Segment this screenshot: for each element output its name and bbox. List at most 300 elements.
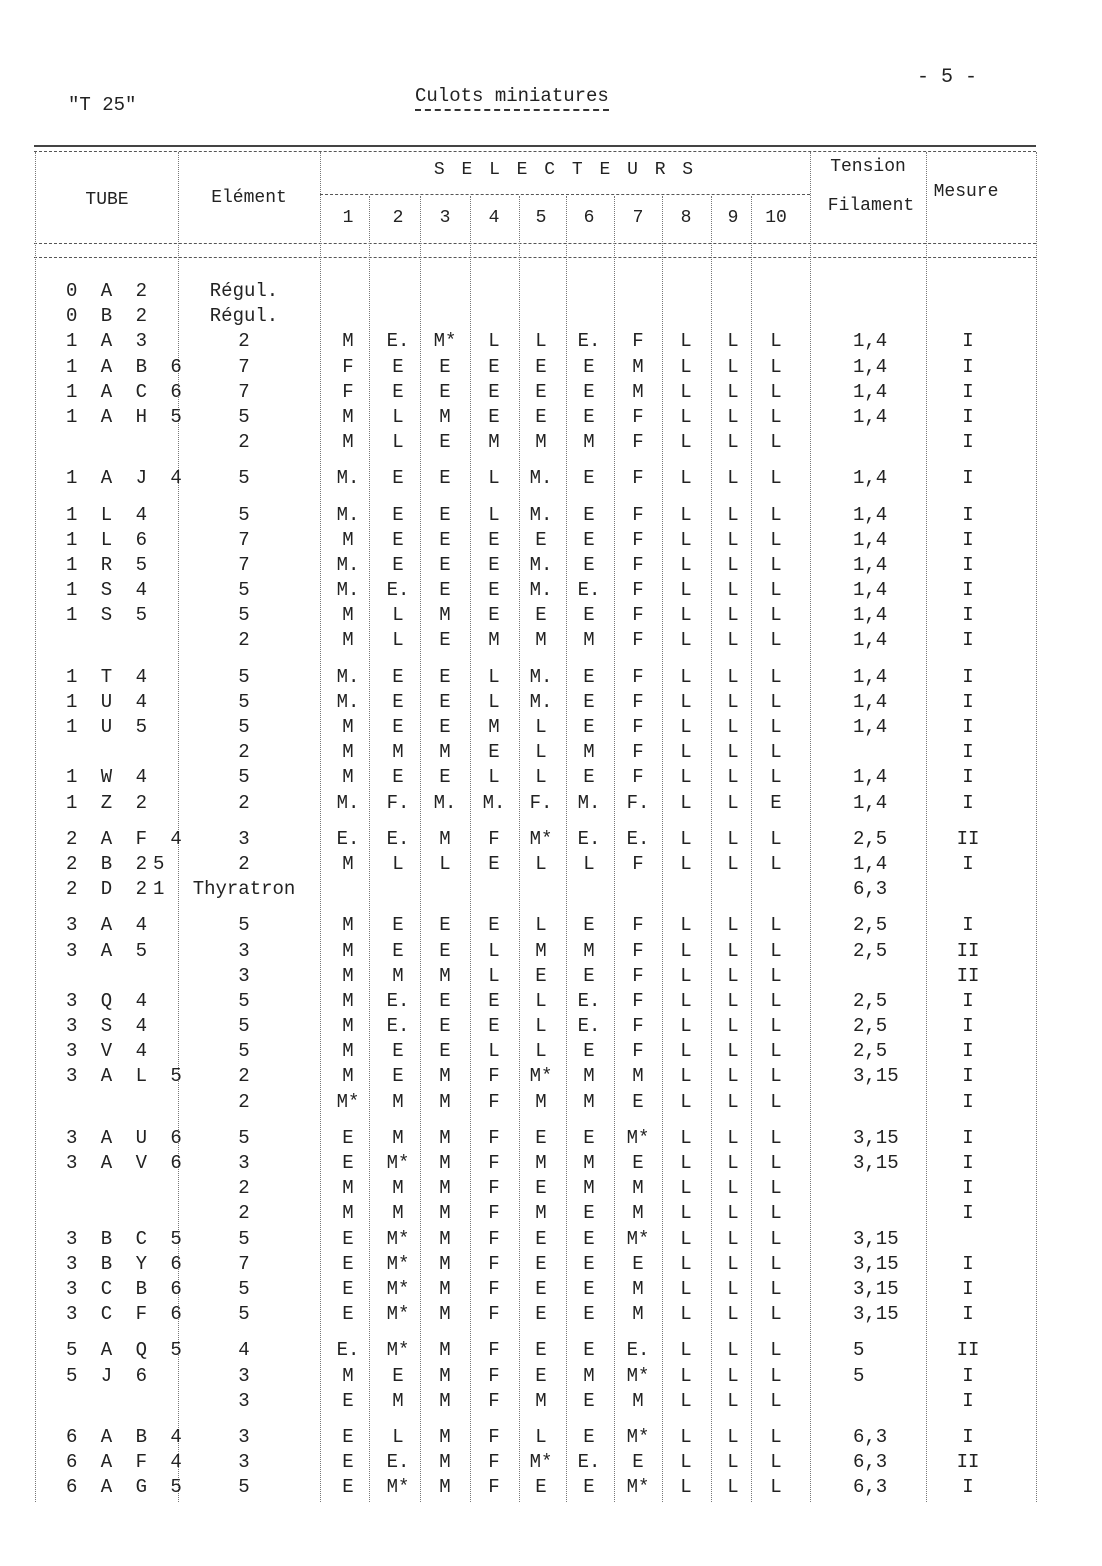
selector-9-cell: L [727, 914, 739, 937]
selector-6-cell: E [583, 355, 595, 378]
selector-1-cell: M [342, 431, 354, 454]
tube-cell: 1 A C 6 [66, 380, 188, 403]
element-cell: 5 [238, 914, 250, 937]
selector-8-cell: L [680, 1425, 692, 1448]
tube-cell: 5 J 6 [66, 1364, 154, 1387]
selector-9-cell: L [727, 380, 739, 403]
selector-7-cell: E. [626, 827, 650, 850]
selector-3-cell: M [439, 1177, 451, 1200]
tube-cell: 2 B 25 [66, 852, 171, 875]
selector-9-cell: L [727, 1090, 739, 1113]
tube-cell: 3 A 5 [66, 939, 154, 962]
tension-cell: 6,3 [853, 1425, 888, 1448]
selector-9-cell: L [727, 741, 739, 764]
selector-3-cell: E [439, 766, 451, 789]
table-row [0, 691, 1102, 716]
selector-9-cell: L [727, 766, 739, 789]
selector-10-cell: L [770, 1090, 782, 1113]
tension-cell: 1,4 [853, 766, 888, 789]
selector-10-cell: L [770, 528, 782, 551]
selector-10-cell: L [770, 467, 782, 490]
selector-8-cell: L [680, 791, 692, 814]
selector-8-cell: L [680, 827, 692, 850]
selector-5-cell: E [535, 1252, 547, 1275]
selector-6-cell: M [583, 431, 595, 454]
selector-10-cell: L [770, 690, 782, 713]
selector-9-cell: L [727, 665, 739, 688]
tension-cell: 1,4 [853, 716, 888, 738]
selector-2-cell: M [392, 964, 404, 987]
selector-8-cell: L [680, 1015, 692, 1038]
selector-4-cell: L [488, 503, 500, 526]
selector-7-cell: F [632, 629, 644, 652]
selector-7-cell: E [632, 1451, 644, 1474]
selector-8-cell: L [680, 503, 692, 526]
element-cell: 5 [238, 1227, 250, 1250]
selector-6-cell: E. [577, 579, 601, 602]
selector-9-cell: L [727, 629, 739, 652]
selector-8-cell: L [680, 1040, 692, 1063]
selector-3-cell: M [439, 1425, 451, 1448]
selector-2-cell: L [392, 431, 404, 454]
selector-3-cell: M [439, 1364, 451, 1387]
selector-5-cell: M. [529, 467, 553, 490]
selector-5-cell: M. [529, 579, 553, 602]
selector-8-cell: L [680, 1277, 692, 1300]
mesure-cell: I [962, 989, 974, 1012]
selector-9-cell: L [727, 1040, 739, 1063]
selector-10-cell: L [770, 1476, 782, 1499]
tube-cell: 1 L 4 [66, 503, 154, 526]
selector-5-cell: E [535, 1339, 547, 1362]
element-cell: 5 [238, 1476, 250, 1499]
selector-9-cell: L [727, 1277, 739, 1300]
selector-7-cell: M [632, 1303, 644, 1326]
table-row [0, 853, 1102, 878]
mesure-cell: I [962, 1090, 974, 1113]
element-cell: 2 [238, 1177, 250, 1200]
selector-10-cell: L [770, 914, 782, 937]
selector-9-cell: L [727, 1015, 739, 1038]
table-row [0, 1202, 1102, 1227]
selector-8-cell: L [680, 939, 692, 962]
selector-8-cell: L [680, 380, 692, 403]
tension-cell: 3,15 [853, 1303, 899, 1326]
mesure-cell: I [962, 1476, 974, 1499]
element-cell: 5 [238, 989, 250, 1012]
selector-7-cell: F [632, 405, 644, 428]
selector-10-cell: L [770, 1177, 782, 1200]
selector-3-cell: M [439, 1227, 451, 1250]
selector-4-cell: L [488, 467, 500, 490]
selector-1-cell: E [342, 1252, 354, 1275]
mesure-cell: I [962, 741, 974, 764]
tension-cell: 1,4 [853, 852, 888, 875]
selector-8-cell: L [680, 690, 692, 713]
selector-2-cell: M* [386, 1277, 410, 1300]
selector-number-5: 5 [535, 208, 547, 228]
selector-10-cell: L [770, 1303, 782, 1326]
tension-cell: 3,15 [853, 1277, 899, 1300]
selector-6-cell: E [583, 604, 595, 627]
selector-3-cell: M [439, 1451, 451, 1474]
element-cell: 7 [238, 380, 250, 403]
selector-2-cell: E [392, 1065, 404, 1088]
mesure-cell: I [962, 553, 974, 576]
selector-7-cell: F [632, 939, 644, 962]
table-row [0, 940, 1102, 965]
selector-6-cell: M. [577, 791, 601, 814]
selector-1-cell: E [342, 1451, 354, 1474]
selector-4-cell: L [488, 330, 500, 353]
selector-1-cell: M [342, 766, 354, 789]
selector-7-cell: M [632, 1202, 644, 1225]
selector-2-cell: E. [386, 1451, 410, 1474]
selector-7-cell: F [632, 604, 644, 627]
selector-9-cell: L [727, 1451, 739, 1474]
selector-10-cell: L [770, 553, 782, 576]
selector-9-cell: L [727, 330, 739, 353]
tension-cell: 1,4 [853, 791, 888, 814]
selector-2-cell: L [392, 852, 404, 875]
tube-cell: 3 A V 6 [66, 1152, 188, 1174]
selector-1-cell: M [342, 964, 354, 987]
table-row [0, 766, 1102, 791]
selector-10-cell: L [770, 1065, 782, 1088]
selector-7-cell: F [632, 1015, 644, 1038]
selector-1-cell: M [342, 716, 354, 738]
selector-5-cell: M. [529, 553, 553, 576]
selector-1-cell: M. [336, 503, 360, 526]
selector-9-cell: L [727, 1177, 739, 1200]
table-row [0, 1065, 1102, 1090]
selector-6-cell: E [583, 690, 595, 713]
selector-4-cell: M [488, 629, 500, 652]
tension-cell: 1,4 [853, 405, 888, 428]
selector-8-cell: L [680, 1090, 692, 1113]
selector-number-4: 4 [488, 208, 500, 228]
selector-8-cell: L [680, 553, 692, 576]
selector-7-cell: M [632, 355, 644, 378]
selector-4-cell: L [488, 690, 500, 713]
selector-5-cell: M* [529, 1451, 553, 1474]
selector-8-cell: L [680, 579, 692, 602]
selector-number-7: 7 [632, 208, 644, 228]
selector-4-cell: F [488, 1252, 500, 1275]
selector-10-cell: L [770, 355, 782, 378]
selector-1-cell: M [342, 528, 354, 551]
mesure-cell: I [962, 1065, 974, 1088]
selector-9-cell: L [727, 1476, 739, 1499]
selector-9-cell: L [727, 1389, 739, 1412]
selector-5-cell: E [535, 1277, 547, 1300]
selector-10-cell: L [770, 741, 782, 764]
mesure-cell: I [962, 1202, 974, 1225]
selector-3-cell: M* [433, 330, 457, 353]
selector-8-cell: L [680, 1303, 692, 1326]
selector-1-cell: E [342, 1277, 354, 1300]
selector-2-cell: E. [386, 1015, 410, 1038]
tension-cell: 1,4 [853, 604, 888, 627]
selector-5-cell: M. [529, 690, 553, 713]
selector-8-cell: L [680, 604, 692, 627]
selector-number-8: 8 [680, 208, 692, 228]
selector-10-cell: L [770, 1339, 782, 1362]
selector-5-cell: E [535, 1303, 547, 1326]
selector-4-cell: F [488, 1364, 500, 1387]
selector-1-cell: M [342, 741, 354, 764]
selector-9-cell: L [727, 553, 739, 576]
selector-5-cell: L [535, 852, 547, 875]
selector-3-cell: E [439, 503, 451, 526]
selector-2-cell: E [392, 1040, 404, 1063]
header-filament: Filament [827, 196, 915, 216]
tension-cell: 3,15 [853, 1152, 899, 1174]
selector-5-cell: M [535, 939, 547, 962]
selector-4-cell: E [488, 1015, 500, 1038]
element-cell: 2 [238, 330, 250, 353]
tension-cell: 2,5 [853, 989, 888, 1012]
selector-5-cell: E [535, 355, 547, 378]
selector-10-cell: L [770, 579, 782, 602]
selector-8-cell: L [680, 1227, 692, 1250]
selector-5-cell: M [535, 1202, 547, 1225]
selector-8-cell: L [680, 405, 692, 428]
selector-2-cell: L [392, 604, 404, 627]
table-row [0, 741, 1102, 766]
selector-1-cell: M [342, 989, 354, 1012]
tube-cell: 2 A F 4 [66, 827, 188, 850]
tension-cell: 1,4 [853, 665, 888, 688]
selector-5-cell: M. [529, 665, 553, 688]
selector-1-cell: E [342, 1389, 354, 1412]
selector-7-cell: E. [626, 1339, 650, 1362]
element-cell: 7 [238, 355, 250, 378]
selector-10-cell: L [770, 1040, 782, 1063]
selector-4-cell: E [488, 528, 500, 551]
selector-1-cell: E. [336, 827, 360, 850]
selector-2-cell: M [392, 741, 404, 764]
selector-8-cell: L [680, 467, 692, 490]
selector-1-cell: M. [336, 665, 360, 688]
selector-1-cell: M. [336, 690, 360, 713]
selector-5-cell: L [535, 914, 547, 937]
selector-9-cell: L [727, 1126, 739, 1149]
header-tube: TUBE [85, 190, 129, 210]
element-cell: 5 [238, 1015, 250, 1038]
table-row [0, 406, 1102, 431]
mesure-cell: II [956, 1451, 980, 1474]
selector-2-cell: E [392, 467, 404, 490]
selector-3-cell: M [439, 1252, 451, 1275]
mesure-cell: I [962, 629, 974, 652]
selector-8-cell: L [680, 716, 692, 738]
tension-cell: 6,3 [853, 1451, 888, 1474]
selector-8-cell: L [680, 629, 692, 652]
selector-4-cell: F [488, 1389, 500, 1412]
table-row [0, 1426, 1102, 1451]
selector-1-cell: M [342, 914, 354, 937]
selector-2-cell: M [392, 1177, 404, 1200]
selector-7-cell: F [632, 330, 644, 353]
selector-4-cell: L [488, 1040, 500, 1063]
table-row [0, 504, 1102, 529]
mesure-cell: I [962, 1040, 974, 1063]
header-mesure: Mesure [933, 182, 999, 202]
selector-10-cell: L [770, 1227, 782, 1250]
selector-4-cell: E [488, 579, 500, 602]
element-cell: 5 [238, 604, 250, 627]
selector-3-cell: M. [433, 791, 457, 814]
selector-1-cell: E [342, 1152, 354, 1174]
element-cell: 5 [238, 690, 250, 713]
selector-4-cell: F [488, 1227, 500, 1250]
table-row [0, 1228, 1102, 1253]
mesure-cell: II [956, 827, 980, 850]
selector-8-cell: L [680, 528, 692, 551]
element-cell: 2 [238, 1065, 250, 1088]
selector-4-cell: E [488, 553, 500, 576]
selector-5-cell: M [535, 431, 547, 454]
selector-1-cell: E. [336, 1339, 360, 1362]
mesure-cell: I [962, 528, 974, 551]
selector-2-cell: M* [386, 1476, 410, 1499]
element-cell: 3 [238, 1451, 250, 1474]
selector-2-cell: E [392, 766, 404, 789]
selector-2-cell: E [392, 665, 404, 688]
selector-7-cell: F [632, 528, 644, 551]
selector-6-cell: M [583, 1364, 595, 1387]
selector-5-cell: E [535, 964, 547, 987]
tension-cell: 5 [853, 1364, 865, 1387]
selector-10-cell: L [770, 716, 782, 738]
selector-10-cell: L [770, 1152, 782, 1174]
selector-5-cell: L [535, 716, 547, 738]
selector-3-cell: M [439, 1202, 451, 1225]
selector-5-cell: L [535, 1040, 547, 1063]
page-title: Culots miniatures [415, 85, 609, 111]
selector-10-cell: L [770, 1425, 782, 1448]
selector-6-cell: M [583, 1065, 595, 1088]
selector-6-cell: E [583, 1277, 595, 1300]
selector-4-cell: F [488, 1476, 500, 1499]
tube-cell: 3 B Y 6 [66, 1252, 188, 1275]
selector-9-cell: L [727, 355, 739, 378]
selector-1-cell: M [342, 1015, 354, 1038]
selector-8-cell: L [680, 1389, 692, 1412]
element-cell: 3 [238, 1389, 250, 1412]
selector-7-cell: F. [626, 791, 650, 814]
selector-9-cell: L [727, 431, 739, 454]
element-cell: 2 [238, 741, 250, 764]
selector-5-cell: L [535, 766, 547, 789]
selector-9-cell: L [727, 1303, 739, 1326]
selector-7-cell: M [632, 1277, 644, 1300]
selector-1-cell: E [342, 1476, 354, 1499]
selector-4-cell: F [488, 1152, 500, 1174]
selector-9-cell: L [727, 528, 739, 551]
selector-1-cell: E [342, 1303, 354, 1326]
mesure-cell: I [962, 852, 974, 875]
table-row [0, 965, 1102, 990]
selector-3-cell: E [439, 665, 451, 688]
table-row [0, 1339, 1102, 1364]
selector-9-cell: L [727, 405, 739, 428]
selector-6-cell: E [583, 528, 595, 551]
selector-1-cell: M [342, 1202, 354, 1225]
table-row [0, 1390, 1102, 1415]
tension-cell: 2,5 [853, 1015, 888, 1038]
selector-5-cell: E [535, 1227, 547, 1250]
header-selecteurs: S E L E C T E U R S [433, 160, 697, 180]
tube-cell: 3 C F 6 [66, 1303, 188, 1326]
selector-10-cell: L [770, 665, 782, 688]
selector-8-cell: L [680, 355, 692, 378]
mesure-cell: II [956, 964, 980, 987]
selector-4-cell: L [488, 939, 500, 962]
tension-cell: 1,4 [853, 579, 888, 602]
element-cell: 5 [238, 1303, 250, 1326]
tube-cell: 3 Q 4 [66, 989, 154, 1012]
selector-5-cell: E [535, 405, 547, 428]
mesure-cell: I [962, 604, 974, 627]
selector-6-cell: E [583, 964, 595, 987]
mesure-cell: I [962, 690, 974, 713]
selector-6-cell: E. [577, 1015, 601, 1038]
tension-cell: 1,4 [853, 690, 888, 713]
element-cell: 3 [238, 1425, 250, 1448]
tension-cell: 2,5 [853, 939, 888, 962]
selector-5-cell: E [535, 604, 547, 627]
tube-cell: 3 S 4 [66, 1015, 154, 1038]
selector-6-cell: E [583, 1040, 595, 1063]
selector-9-cell: L [727, 964, 739, 987]
selector-9-cell: L [727, 1364, 739, 1387]
selector-2-cell: E [392, 690, 404, 713]
selector-8-cell: L [680, 1339, 692, 1362]
selector-10-cell: L [770, 827, 782, 850]
table-row [0, 1152, 1102, 1177]
selector-2-cell: M [392, 1389, 404, 1412]
selector-7-cell: F [632, 467, 644, 490]
selector-7-cell: M* [626, 1227, 650, 1250]
selector-number-10: 10 [765, 208, 787, 228]
tension-cell: 3,15 [853, 1126, 899, 1149]
table-row [0, 792, 1102, 817]
table-row [0, 1451, 1102, 1476]
selector-9-cell: L [727, 467, 739, 490]
selector-7-cell: M* [626, 1476, 650, 1499]
tube-cell: 5 A Q 5 [66, 1339, 188, 1362]
table-row [0, 914, 1102, 939]
tube-cell: 3 B C 5 [66, 1227, 188, 1250]
element-cell: 2 [238, 1202, 250, 1225]
selector-2-cell: M* [386, 1339, 410, 1362]
selector-5-cell: L [535, 741, 547, 764]
selector-4-cell: F [488, 1451, 500, 1474]
selector-5-cell: L [535, 989, 547, 1012]
mesure-cell: I [962, 467, 974, 490]
selector-1-cell: M. [336, 579, 360, 602]
selector-6-cell: M [583, 1177, 595, 1200]
table-row [0, 381, 1102, 406]
table-row [0, 1091, 1102, 1116]
tension-cell: 1,4 [853, 330, 888, 353]
selector-7-cell: F [632, 964, 644, 987]
mesure-cell: I [962, 1303, 974, 1326]
selector-number-1: 1 [342, 208, 354, 228]
element-cell: Thyratron [192, 878, 296, 901]
